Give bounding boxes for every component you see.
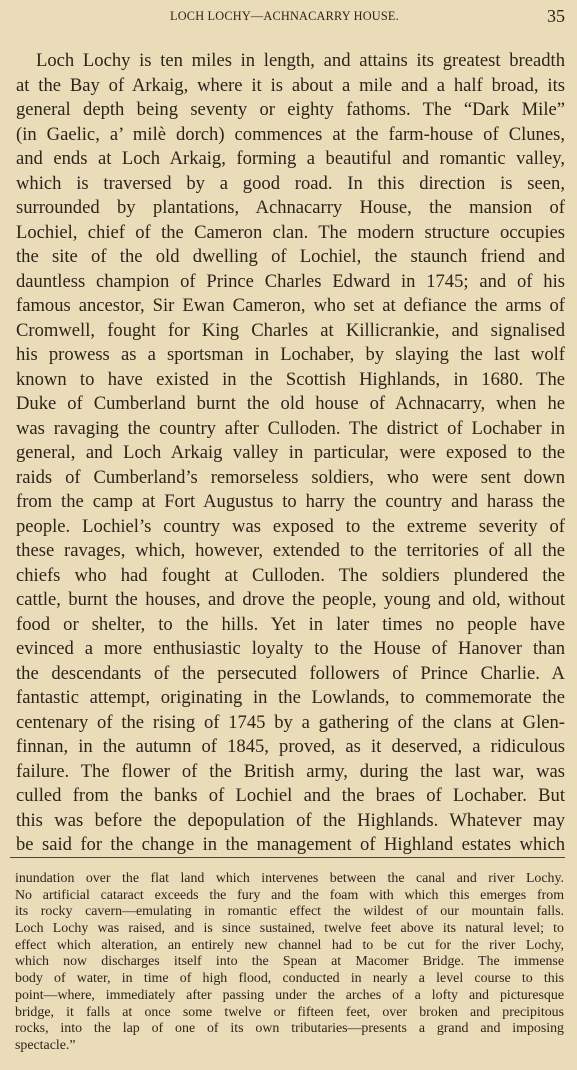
text-line: failure. The flower of the British army, during the last war, was <box>16 760 565 782</box>
text-line: surrounded by plantations, Achnacarry House, the mansion of <box>16 197 565 218</box>
text-line: and ends at Loch Arkaig, forming a beautiful and romantic valley, <box>16 148 565 169</box>
footnote-line: Loch Lochy was raised, and is since sustained, twelve feet above its natural level; to <box>15 921 564 937</box>
text-line: the site of the old dwelling of Lochiel, the staunch friend and <box>16 246 565 267</box>
text-line: known to have existed in the Scottish Highlands, in 1680. The <box>16 368 565 390</box>
page-header <box>0 7 577 27</box>
footnote-line: point—where, immediately after passing under the arches of a lofty and picturesque <box>15 987 564 1003</box>
text-line: evinced a more enthusiastic loyalty to the House of Hanover than <box>16 638 565 659</box>
text-line: fantastic attempt, originating in the Lowlands, to commemorate the <box>16 687 565 708</box>
text-line: chiefs who had fought at Culloden. The soldiers plundered the <box>16 564 565 586</box>
text-line: Cromwell, fought for King Charles at Killicrankie, and signalised <box>16 319 565 341</box>
text-line: culled from the banks of Lochiel and the braes of Lochaber. But <box>16 785 565 806</box>
text-line: these ravages, which, however, extended to the territories of all the <box>16 540 565 561</box>
footnote-line: rocks, into the lap of one of its own tributaries—presents a grand and imposing <box>15 1021 564 1037</box>
running-title: LOCH LOCHY—ACHNACARRY HOUSE. <box>170 9 399 23</box>
text-line: general, and Loch Arkaig valley in particular, were exposed to the <box>16 442 565 463</box>
footnote-line: its rocky cavern—emulating in romantic effect the wildest of our mountain falls. <box>15 904 564 920</box>
text-line: food or shelter, to the hills. Yet in later times no people have <box>16 613 565 635</box>
text-line: the descendants of the persecuted followers of Prince Charlie. A <box>16 662 565 684</box>
footnote-line: spectacle.” <box>15 1037 76 1053</box>
text-line: Loch Lochy is ten miles in length, and attains its greatest breadth <box>36 50 565 71</box>
footnote-line: effect which alteration, an entirely new channel had to be cut for the river Lochy, <box>15 937 564 953</box>
text-line: this was before the depopulation of the Highlands. Whatever may <box>16 809 565 831</box>
text-line: general depth being seventy or eighty fathoms. The “Dark Mile” <box>16 99 565 120</box>
text-line: from the camp at Fort Augustus to harry the country and harass the <box>16 491 565 512</box>
footnote-divider <box>10 857 565 858</box>
text-line: people. Lochiel’s country was exposed to the extreme severity of <box>16 515 565 537</box>
text-line: at the Bay of Arkaig, where it is about a mile and a half broad, its <box>16 74 565 96</box>
text-line: dauntless champion of Prince Charles Edward in 1745; and of his <box>16 270 565 292</box>
page-number: 35 <box>547 6 565 26</box>
text-line: Duke of Cumberland burnt the old house of Achnacarry, when he <box>16 393 565 414</box>
text-line: finnan, in the autumn of 1845, proved, as it deserved, a ridiculous <box>16 736 565 757</box>
text-line: cattle, burnt the houses, and drove the people, young and old, without <box>16 589 565 610</box>
text-line: be said for the change in the management of Highland estates which <box>16 834 565 855</box>
text-line: (in Gaelic, a’ milè dorch) commences at the farm-house of Clunes, <box>16 123 565 145</box>
main-text <box>16 49 565 858</box>
text-line: which is traversed by a good road. In this direction is seen, <box>16 172 565 194</box>
text-line: Lochiel, chief of the Cameron clan. The modern structure occupies <box>16 221 565 243</box>
footnote-line: bridge, it falls at once some twelve or fifteen feet, over broken and precipitous <box>15 1004 564 1020</box>
text-line: famous ancestor, Sir Ewan Cameron, who set at defiance the arms of <box>16 295 565 316</box>
text-line: centenary of the rising of 1745 by a gathering of the clans at Glen- <box>16 711 565 733</box>
footnote-line: inundation over the flat land which intervenes between the canal and river Lochy. <box>15 871 564 886</box>
footnote <box>15 871 564 1055</box>
footnote-line: body of water, in time of high flood, conducted in nearly a level course to this <box>15 971 564 987</box>
text-line: his prowess as a sportsman in Lochaber, by slaying the last wolf <box>16 344 565 365</box>
footnote-line: which now discharges itself into the Spean at Macomer Bridge. The immense <box>15 954 564 970</box>
text-line: raids of Cumberland’s remorseless soldiers, who were sent down <box>16 466 565 488</box>
text-line: was ravaging the country after Culloden. The district of Lochaber in <box>16 417 565 439</box>
footnote-line: No artificial cataract exceeds the fury and the foam with which this emerges from <box>15 887 564 903</box>
